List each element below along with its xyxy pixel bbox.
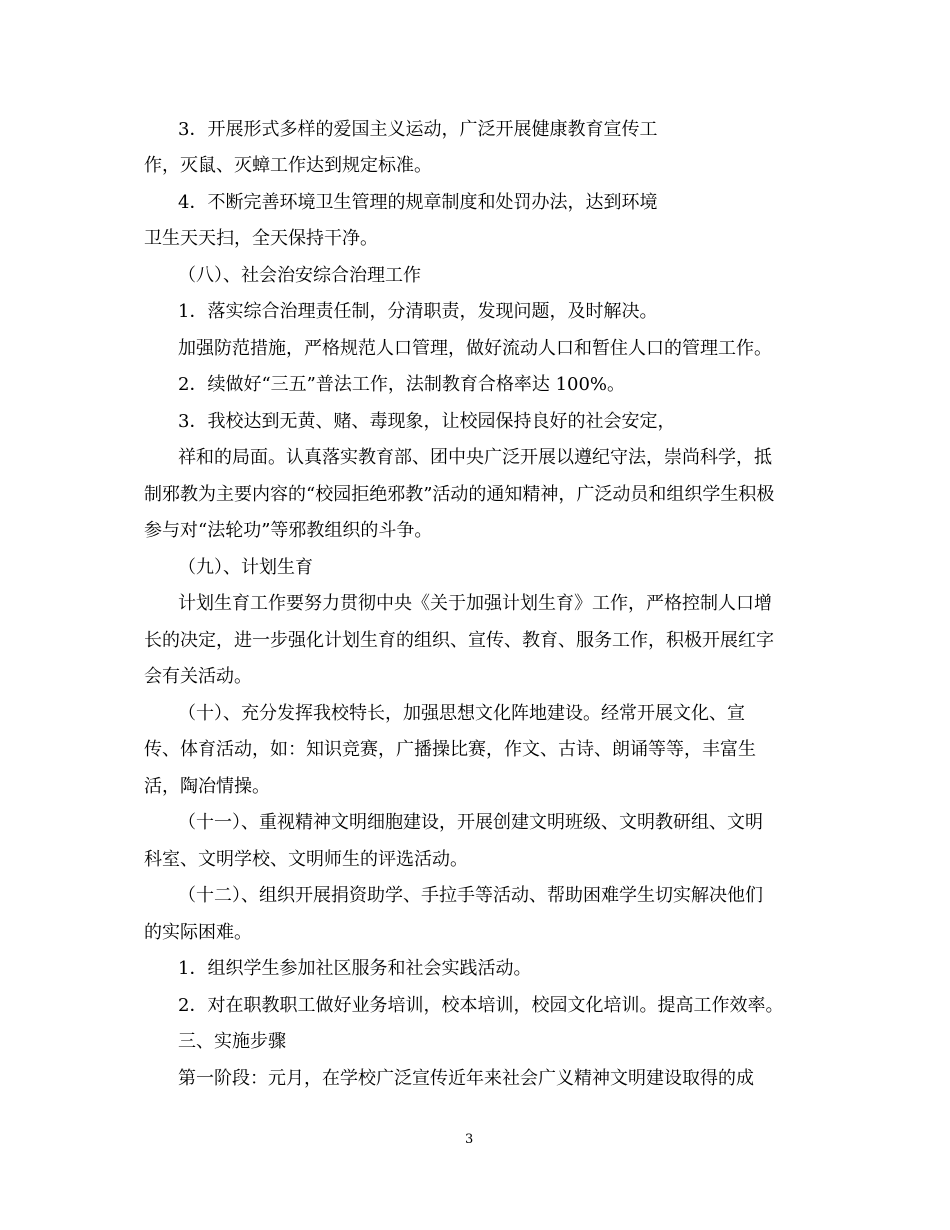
text-line: 2．对在职教职工做好业务培训，校本培训，校园文化培训。提高工作效率。 xyxy=(178,995,784,1016)
text-line: 加强防范措施，严格规范人口管理，做好流动人口和暂住人口的管理工作。 xyxy=(178,338,772,359)
page-number: 3 xyxy=(465,1132,474,1147)
text-line: 4．不断完善环境卫生管理的规章制度和处罚办法，达到环境 xyxy=(178,192,658,213)
text-line: 2．续做好“三五”普法工作，法制教育合格率达 100%。 xyxy=(178,374,626,395)
text-line: 3．我校达到无黄、赌、毒现象，让校园保持良好的社会安定， xyxy=(178,411,676,432)
section-heading: （十一）、重视精神文明细胞建设，开展创建文明班级、文明教研组、文明 xyxy=(178,812,763,833)
text-line: 第一阶段：元月，在学校广泛宣传近年来社会广义精神文明建设取得的成 xyxy=(178,1068,754,1089)
section-heading: （十）、充分发挥我校特长，加强思想文化阵地建设。经常开展文化、宣 xyxy=(178,703,745,724)
text-line: 1．组织学生参加社区服务和社会实践活动。 xyxy=(178,958,532,979)
text-line: 传、体育活动，如：知识竞赛，广播操比赛，作文、古诗、朗诵等等，丰富生 xyxy=(144,739,756,760)
text-line: 会有关活动。 xyxy=(144,666,252,687)
text-line: 作，灭鼠、灭蟑工作达到规定标准。 xyxy=(144,155,432,176)
text-line: 1．落实综合治理责任制，分清职责，发现问题，及时解决。 xyxy=(178,301,658,322)
text-line: 参与对“法轮功”等邪教组织的斗争。 xyxy=(144,520,433,541)
text-line: 计划生育工作要努力贯彻中央《关于加强计划生育》工作，严格控制人口增 xyxy=(178,593,772,614)
text-line: 3．开展形式多样的爱国主义运动，广泛开展健康教育宣传工 xyxy=(178,119,658,140)
text-line: 祥和的局面。认真落实教育部、团中央广泛开展以遵纪守法，崇尚科学，抵 xyxy=(178,447,772,468)
section-heading: （八）、社会治安综合治理工作 xyxy=(178,265,421,286)
section-heading: （九）、计划生育 xyxy=(178,557,313,578)
text-line: 长的决定，进一步强化计划生育的组织、宣传、教育、服务工作，积极开展红字 xyxy=(144,630,774,651)
section-heading: （十二）、组织开展捐资助学、手拉手等活动、帮助困难学生切实解决他们 xyxy=(178,885,763,906)
text-line: 制邪教为主要内容的“校园拒绝邪教”活动的通知精神，广泛动员和组织学生积极 xyxy=(144,484,775,505)
text-line: 科室、文明学校、文明师生的评选活动。 xyxy=(144,849,468,870)
text-line: 卫生天天扫，全天保持干净。 xyxy=(144,228,378,249)
text-line: 活，陶冶情操。 xyxy=(144,776,270,797)
text-line: 的实际困难。 xyxy=(144,922,252,943)
section-heading: 三、实施步骤 xyxy=(178,1031,286,1052)
